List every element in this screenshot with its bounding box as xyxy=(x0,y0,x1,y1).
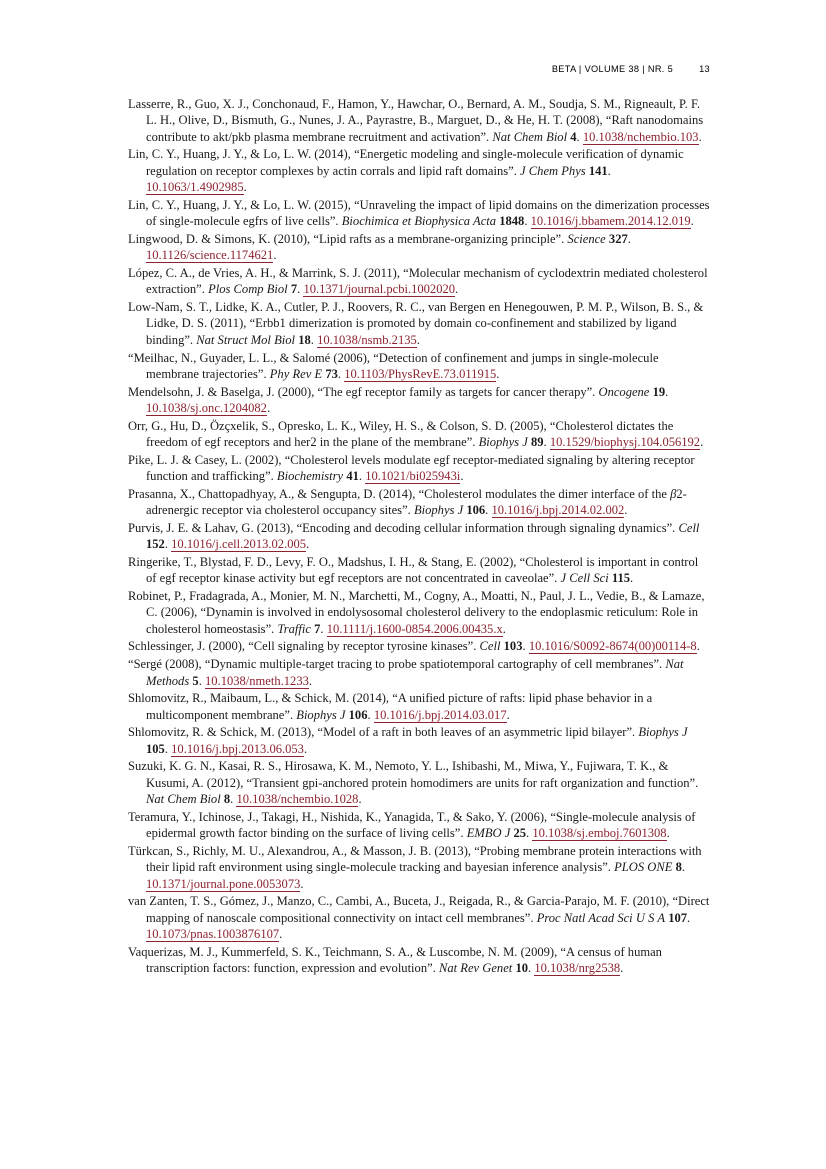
reference-title: “The egf receptor family as targets for cancer therapy”. xyxy=(317,384,596,399)
page-number: 13 xyxy=(699,64,710,74)
reference-title: “Cholesterol is important in control of egf receptor kinase activity but egf receptors are not concentrated in caveolae”. xyxy=(146,554,699,586)
reference-authors: Schlessinger, J. (2000), xyxy=(128,639,246,654)
running-head-label: BETA | VOLUME 38 | NR. 5 xyxy=(551,64,674,74)
reference-entry: Suzuki, K. G. N., Kasai, R. S., Hirosawa, K. M., Nemoto, Y. L., Ishibashi, M., Miwa, Y., Fujiwara, T. K., & Kusumi, A. (2012), “Transient gpi-anchored protein homodimers are units for raft organization and function”. Nat Chem Biol 8. 10.1038/nchembio.1028. xyxy=(128,759,699,807)
reference-journal: Biochimica et Biophysica Acta xyxy=(341,214,497,229)
reference-volume: 5 xyxy=(192,673,199,688)
reference-title: “Raft nanodomains contribute to akt/pkb plasma membrane recruitment and activation”. xyxy=(146,113,704,144)
doi-link[interactable]: 10.1371/journal.pone.0053073 xyxy=(146,876,301,891)
reference-journal: Science xyxy=(567,231,606,246)
reference-volume: 25 xyxy=(513,826,527,841)
reference-journal: Biophys J xyxy=(413,503,464,518)
reference-volume: 141 xyxy=(588,163,608,178)
reference-journal: Oncogene xyxy=(598,384,650,399)
reference-title: “Cholesterol levels modulate egf receptor-mediated signaling by altering receptor function and trafficking”. xyxy=(146,452,695,484)
reference-entry: López, C. A., de Vries, A. H., & Marrink, S. J. (2011), “Molecular mechanism of cyclodextrin mediated cholesterol extraction”. Plos Comp Biol 7. 10.1371/journal.pcbi.1002020. xyxy=(128,266,708,297)
reference-entry: Low-Nam, S. T., Lidke, K. A., Cutler, P. J., Roovers, R. C., van Bergen en Henegouwen, P. M. P., Wilson, B. S., & Lidke, D. S. (2011), “Erbb1 dimerization is promoted by domain co-confinement and stabilized by ligand binding”. Nat Struct Mol Biol 18. 10.1038/nsmb.2135. xyxy=(128,300,704,347)
reference-entry: Lingwood, D. & Simons, K. (2010), “Lipid rafts as a membrane-organizing principle”. Science 327. 10.1126/science.1174621. xyxy=(128,231,631,263)
reference-volume: 115 xyxy=(611,571,631,586)
reference-authors: Lasserre, R., Guo, X. J., Conchonaud, F., Hamon, Y., Hawchar, O., Bernard, A. M., Soudja, S. M., Rigneault, P. F. L. H., Olive, D., Bismuth, G., Nunes, J. A., Payrastre, B., Marguet, D., & He, H. T. (2008), xyxy=(128,97,701,128)
reference-authors: Türkcan, S., Richly, M. U., Alexandrou, A., & Masson, J. B. (2013), xyxy=(128,843,472,858)
reference-authors: van Zanten, T. S., Gómez, J., Manzo, C., Cambi, A., Buceta, J., Reigada, R., & Garcia-Parajo, M. F. (2010), xyxy=(128,894,670,909)
reference-authors: Lin, C. Y., Huang, J. Y., & Lo, L. W. (2014), xyxy=(128,147,351,162)
reference-title: “Lipid rafts as a membrane-organizing principle”. xyxy=(313,231,565,246)
reference-journal: Traffic xyxy=(277,621,311,636)
reference-volume: 18 xyxy=(298,332,311,347)
reference-title: “Unraveling the impact of lipid domains on the dimerization processes of single-molecule egfrs of live cells”. xyxy=(146,197,710,229)
reference-entry: “Sergé (2008), “Dynamic multiple-target tracing to probe spatiotemporal cartography of cell membranes”. Nat Methods 5. 10.1038/nmeth.1233. xyxy=(128,657,684,688)
reference-journal: Cell xyxy=(479,639,501,654)
reference-authors: Robinet, P., Fradagrada, A., Monier, M. N., Marchetti, M., Cogny, A., Moatti, N., Paul, J. L., Vedie, B., & Lamaze, C. (2006), xyxy=(128,589,705,620)
reference-entry: Ringerike, T., Blystad, F. D., Levy, F. O., Madshus, I. H., & Stang, E. (2002), “Cholesterol is important in control of egf receptor kinase activity but egf receptors are not concentrated in caveolae”. J Cell Sci 115. xyxy=(128,554,699,586)
reference-title: “Transient gpi-anchored protein homodimers are units for raft organization and function”. xyxy=(246,775,699,790)
reference-journal: Phy Rev E xyxy=(269,366,323,381)
reference-entry: Pike, L. J. & Casey, L. (2002), “Cholesterol levels modulate egf receptor-mediated signaling by altering receptor function and trafficking”. Biochemistry 41. 10.1021/bi025943i. xyxy=(128,452,695,484)
reference-entry: Purvis, J. E. & Lahav, G. (2013), “Encoding and decoding cellular information through signaling dynamics”. Cell 152. 10.1016/j.cell.2013.02.005. xyxy=(128,520,700,552)
reference-volume: 89 xyxy=(530,435,544,449)
reference-authors: Pike, L. J. & Casey, L. (2002), xyxy=(128,452,282,467)
reference-title: “A census of human transcription factors: function, expression and evolution”. xyxy=(146,944,662,976)
reference-title: “Probing membrane protein interactions with their lipid raft environment using single-molecule tracking and bayesian inference analysis”. xyxy=(146,843,702,875)
reference-title: “Energetic modeling and single-molecule verification of dynamic regulation on receptor complexes by actin corrals and lipid raft domains”. xyxy=(146,147,684,178)
reference-journal: Nat Rev Genet xyxy=(438,961,513,976)
doi-link[interactable]: 10.1073/pnas.1003876107 xyxy=(146,927,280,942)
reference-entry: “Meilhac, N., Guyader, L. L., & Salomé (2006), “Detection of confinement and jumps in single-molecule membrane trajectories”. Phy Rev E 73. 10.1103/PhysRevE.73.011915. xyxy=(128,350,659,381)
doi-link[interactable]: 10.1016/j.bpj.2013.06.053 xyxy=(171,741,304,756)
doi-link[interactable]: 10.1038/sj.emboj.7601308 xyxy=(532,826,667,841)
reference-volume: 41 xyxy=(346,469,359,484)
reference-volume: 152 xyxy=(146,537,165,552)
reference-entry: Shlomovitz, R., Maibaum, L., & Schick, M. (2014), “A unified picture of rafts: lipid phase behavior in a multicomponent membrane”. Biophys J 106. 10.1016/j.bpj.2014.03.017. xyxy=(128,691,653,722)
reference-journal: PLOS ONE xyxy=(614,860,673,875)
doi-link[interactable]: 10.1021/bi025943i xyxy=(365,469,461,484)
reference-authors: Mendelsohn, J. & Baselga, J. (2000), xyxy=(128,384,315,399)
reference-volume: 106 xyxy=(348,707,368,722)
reference-volume: 105 xyxy=(146,741,165,756)
reference-journal: Biophys J xyxy=(638,725,688,740)
doi-link[interactable]: 10.1016/j.cell.2013.02.005 xyxy=(171,537,307,552)
doi-link[interactable]: 10.1016/j.bpj.2014.02.002 xyxy=(491,503,625,518)
reference-title: “Cholesterol modulates the dimer interface of the xyxy=(418,486,671,501)
reference-authors: “Meilhac, N., Guyader, L. L., & Salomé (2006), xyxy=(128,350,371,365)
doi-link[interactable]: 10.1038/sj.onc.1204082 xyxy=(146,400,267,415)
reference-title: “Single-molecule analysis of epidermal growth factor binding on the surface of living cells”. xyxy=(146,809,696,841)
reference-list xyxy=(128,96,710,978)
reference-title: “Encoding and decoding cellular information through signaling dynamics”. xyxy=(296,520,676,535)
reference-authors: Low-Nam, S. T., Lidke, K. A., Cutler, P. J., Roovers, R. C., van Bergen en Henegouwen, P. M. P., Wilson, B. S., & Lidke, D. S. (2011), xyxy=(128,300,704,331)
reference-journal: Biophys J xyxy=(478,435,528,449)
doi-link[interactable]: 10.1038/nchembio.1028 xyxy=(236,792,359,807)
reference-entry: Orr, G., Hu, D., Özçxelik, S., Opresko, L. K., Wiley, H. S., & Colson, S. D. (2005), “Cholesterol dictates the freedom of egf receptors and her2 in the plane of the membrane”. Biophys J 89. 10.1529/biophysj.104.056192. xyxy=(128,418,704,449)
reference-volume: 327 xyxy=(608,231,628,246)
reference-title: “Erbb1 dimerization is promoted by domain co-confinement and stabilized by ligand binding”. xyxy=(146,316,677,347)
reference-entry: Robinet, P., Fradagrada, A., Monier, M. N., Marchetti, M., Cogny, A., Moatti, N., Paul, J. L., Vedie, B., & Lamaze, C. (2006), “Dynamin is involved in endolysosomal cholesterol delivery to the endoplasmic reticulum: Role in cholesterol homeostasis”. Traffic 7. 10.1111/j.1600-0854.2006.00435.x. xyxy=(128,589,705,636)
doi-link[interactable]: 10.1016/S0092-8674(00)00114-8 xyxy=(528,639,697,654)
reference-journal: Cell xyxy=(678,520,700,535)
reference-entry: Shlomovitz, R. & Schick, M. (2013), “Model of a raft in both leaves of an asymmetric lipid bilayer”. Biophys J 105. 10.1016/j.bpj.2013.06.053. xyxy=(128,725,688,756)
reference-authors: Suzuki, K. G. N., Kasai, R. S., Hirosawa, K. M., Nemoto, Y. L., Ishibashi, M., Miwa, Y., Fujiwara, T. K., & Kusumi, A. (2012), xyxy=(128,759,669,790)
reference-journal: Nat Methods xyxy=(146,657,684,688)
reference-entry: Teramura, Y., Ichinose, J., Takagi, H., Nishida, K., Yanagida, T., & Sako, Y. (2006), “Single-molecule analysis of epidermal growth factor binding on the surface of living cells”. EMBO J 25. 10.1038/sj.emboj.7601308. xyxy=(128,809,696,841)
reference-title: “Detection of confinement and jumps in single-molecule membrane trajectories”. xyxy=(146,350,659,381)
reference-entry: Prasanna, X., Chattopadhyay, A., & Sengupta, D. (2014), “Cholesterol modulates the dimer interface of the β2-adrenergic receptor via cholesterol occupancy sites”. Biophys J 106. 10.1016/j.bpj.2014.02.002. xyxy=(128,486,687,518)
reference-authors: “Sergé (2008), xyxy=(128,657,202,672)
reference-authors: Ringerike, T., Blystad, F. D., Levy, F. O., Madshus, I. H., & Stang, E. (2002), xyxy=(128,554,517,569)
doi-link[interactable]: 10.1016/j.bpj.2014.03.017 xyxy=(373,707,507,722)
reference-title: “Direct mapping of nanoscale compositional connectivity on intact cell membranes”. xyxy=(146,894,710,925)
reference-journal: J Cell Sci xyxy=(560,571,609,586)
reference-entry: Schlessinger, J. (2000), “Cell signaling by receptor tyrosine kinases”. Cell 103. 10.1016/S0092-8674(00)00114-8. xyxy=(128,639,700,654)
reference-authors: Orr, G., Hu, D., Özçxelik, S., Opresko, L. K., Wiley, H. S., & Colson, S. D. (2005), xyxy=(128,418,547,433)
reference-entry: Mendelsohn, J. & Baselga, J. (2000), “The egf receptor family as targets for cancer therapy”. Oncogene 19. 10.1038/sj.onc.1204082. xyxy=(128,384,669,415)
reference-authors: Purvis, J. E. & Lahav, G. (2013), xyxy=(128,520,294,535)
reference-authors: Lin, C. Y., Huang, J. Y., & Lo, L. W. (2015), xyxy=(128,197,351,212)
reference-journal: EMBO J xyxy=(466,826,511,841)
reference-title: “Dynamic multiple-target tracing to probe spatiotemporal cartography of cell membranes”. xyxy=(204,657,663,672)
reference-volume: 1848 xyxy=(499,214,525,229)
doi-link[interactable]: 10.1038/nsmb.2135 xyxy=(317,332,417,347)
reference-volume: 8 xyxy=(675,860,682,875)
doi-link[interactable]: 10.1016/j.bbamem.2014.12.019 xyxy=(530,214,691,229)
reference-volume: 73 xyxy=(325,366,338,381)
reference-journal: Biophys J xyxy=(296,707,346,722)
doi-link[interactable]: 10.1038/nmeth.1233 xyxy=(205,673,309,688)
reference-volume: 107 xyxy=(668,910,688,925)
reference-entry: Lin, C. Y., Huang, J. Y., & Lo, L. W. (2014), “Energetic modeling and single-molecule verification of dynamic regulation on receptor complexes by actin corrals and lipid raft domains”. J Chem Phys 141. 10.1063/1.4902985. xyxy=(128,147,684,195)
reference-authors: Teramura, Y., Ichinose, J., Takagi, H., Nishida, K., Yanagida, T., & Sako, Y. (2006), xyxy=(128,809,548,824)
reference-title: “Cell signaling by receptor tyrosine kinases”. xyxy=(248,639,477,654)
reference-volume: 103 xyxy=(503,639,523,654)
reference-title: “A unified picture of rafts: lipid phase behavior in a multicomponent membrane”. xyxy=(146,691,653,722)
reference-volume: 8 xyxy=(223,792,231,807)
doi-link[interactable]: 10.1111/j.1600-0854.2006.00435.x xyxy=(326,621,503,636)
reference-title: “Model of a raft in both leaves of an asymmetric lipid bilayer”. xyxy=(317,725,636,740)
running-head xyxy=(128,64,710,74)
doi-link[interactable]: 10.1126/science.1174621 xyxy=(146,248,274,263)
reference-entry: Vaquerizas, M. J., Kummerfeld, S. K., Teichmann, S. A., & Luscombe, N. M. (2009), “A census of human transcription factors: function, expression and evolution”. Nat Rev Genet 10. 10.1038/nrg2538. xyxy=(128,944,662,976)
reference-volume: 7 xyxy=(314,621,321,636)
reference-entry: van Zanten, T. S., Gómez, J., Manzo, C., Cambi, A., Buceta, J., Reigada, R., & Garcia-Parajo, M. F. (2010), “Direct mapping of nanoscale compositional connectivity on intact cell membranes”. Proc Natl Acad Sci U S A 107. 10.1073/pnas.1003876107. xyxy=(128,894,710,942)
reference-entry: Lin, C. Y., Huang, J. Y., & Lo, L. W. (2015), “Unraveling the impact of lipid domains on the dimerization processes of single-molecule egfrs of live cells”. Biochimica et Biophysica Acta 1848. 10.1016/j.bbamem.2014.12.019. xyxy=(128,197,710,229)
reference-journal: J Chem Phys xyxy=(520,163,586,178)
reference-journal: Plos Comp Biol xyxy=(208,282,288,297)
reference-volume: 19 xyxy=(652,384,666,399)
reference-volume: 10 xyxy=(515,961,528,976)
doi-link[interactable]: 10.1529/biophysj.104.056192 xyxy=(549,435,701,449)
reference-entry: Lasserre, R., Guo, X. J., Conchonaud, F., Hamon, Y., Hawchar, O., Bernard, A. M., Soudja, S. M., Rigneault, P. F. L. H., Olive, D., Bismuth, G., Nunes, J. A., Payrastre, B., Marguet, D., & He, H. T. (2008), “Raft nanodomains contribute to akt/pkb plasma membrane recruitment and activation”. Nat Chem Biol 4. 10.1038/nchembio.103. xyxy=(128,97,704,144)
reference-authors: Shlomovitz, R., Maibaum, L., & Schick, M. (2014), xyxy=(128,691,390,706)
doi-link[interactable]: 10.1063/1.4902985 xyxy=(146,180,244,195)
reference-journal: Nat Chem Biol xyxy=(492,129,568,144)
reference-title-greek-symbol: β xyxy=(670,486,677,501)
doi-link[interactable]: 10.1038/nrg2538 xyxy=(534,961,621,976)
reference-title-cont: 2-adrenergic receptor via cholesterol occupancy sites”. xyxy=(146,486,687,518)
doi-link[interactable]: 10.1371/journal.pcbi.1002020 xyxy=(303,282,456,297)
reference-authors: Vaquerizas, M. J., Kummerfeld, S. K., Teichmann, S. A., & Luscombe, N. M. (2009), xyxy=(128,944,558,959)
reference-journal: Nat Chem Biol xyxy=(146,792,221,807)
reference-authors: Prasanna, X., Chattopadhyay, A., & Sengupta, D. (2014), xyxy=(128,486,416,501)
reference-title: “Cholesterol dictates the freedom of egf receptors and her2 in the plane of the membrane”. xyxy=(146,418,674,449)
reference-entry: Türkcan, S., Richly, M. U., Alexandrou, A., & Masson, J. B. (2013), “Probing membrane protein interactions with their lipid raft environment using single-molecule tracking and bayesian inference analysis”. PLOS ONE 8. 10.1371/journal.pone.0053073. xyxy=(128,843,702,891)
reference-journal: Nat Struct Mol Biol xyxy=(196,332,296,347)
reference-title: “Dynamin is involved in endolysosomal cholesterol delivery to the endoplasmic reticulum: Role in cholesterol homeostasis”. xyxy=(146,605,698,636)
reference-journal: Biochemistry xyxy=(276,469,344,484)
doi-link[interactable]: 10.1038/nchembio.103 xyxy=(582,129,699,144)
reference-title: “Molecular mechanism of cyclodextrin mediated cholesterol extraction”. xyxy=(146,266,708,297)
reference-authors: López, C. A., de Vries, A. H., & Marrink, S. J. (2011), xyxy=(128,266,400,280)
reference-journal: Proc Natl Acad Sci U S A xyxy=(536,910,665,925)
reference-authors: Shlomovitz, R. & Schick, M. (2013), xyxy=(128,725,315,740)
doi-link[interactable]: 10.1103/PhysRevE.73.011915 xyxy=(344,366,497,381)
reference-authors: Lingwood, D. & Simons, K. (2010), xyxy=(128,231,311,246)
reference-volume: 7 xyxy=(290,282,298,297)
reference-volume: 4 xyxy=(570,129,577,144)
reference-volume: 106 xyxy=(466,503,486,518)
